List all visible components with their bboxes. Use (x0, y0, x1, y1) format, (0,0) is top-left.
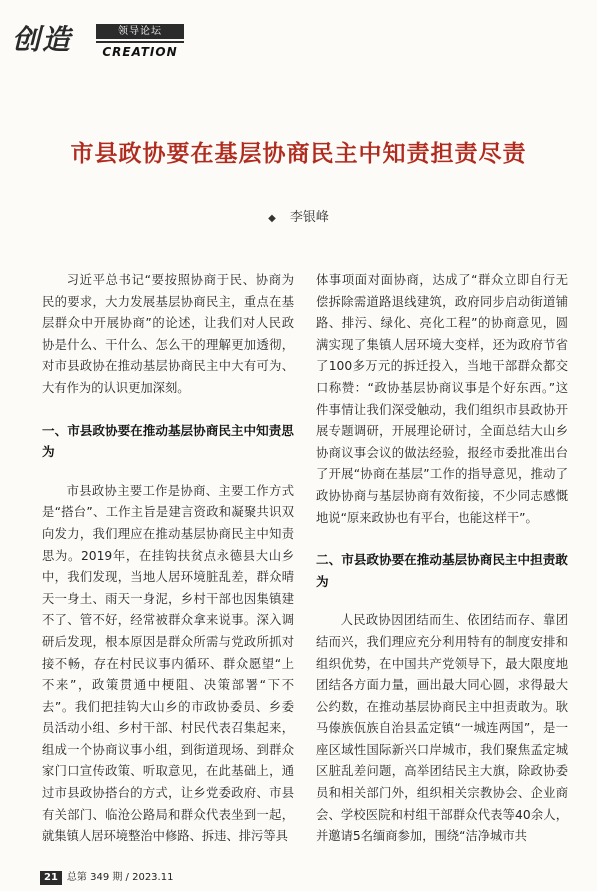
magazine-header (12, 18, 212, 64)
column-english-name: CREATION (96, 41, 184, 61)
paragraph: 习近平总书记“要按照协商于民、协商为民的要求，大力发展基层协商民主，重点在基层群众中开展协商”的论述，让我们对人民政协是什么、干什么、怎么干的理解更加透彻，对市县政协在推动基层协商民主中大有可为、大有作为的认识更加深刻。 (42, 273, 294, 395)
author-line (0, 206, 597, 225)
left-column (42, 270, 294, 868)
page-number: 21 (40, 871, 62, 885)
author-name: 李银峰 (289, 210, 329, 225)
article-title: 市县政协要在基层协商民主中知责担责尽责 (70, 140, 527, 167)
column-label (96, 24, 184, 62)
brand-logo: 创造 (12, 23, 73, 56)
right-column (316, 270, 568, 868)
issue-info: 总第 349 期 / 2023.11 (66, 872, 174, 883)
paragraph: 人民政协因团结而生、依团结而存、靠团结而兴，我们理应充分利用特有的制度安排和组织优势，在中国共产党领导下，最大限度地团结各方面力量，画出最大同心圆，求得最大公约数，在推动基层协商民主中担责敢为。耿马傣族佤族自治县孟定镇“一城连两国”，是一座区域性国际新兴口岸城市，我们聚焦孟定城区脏乱差问题，高举团结民主大旗，除政协委员和相关部门外，组织相关宗教协会、企业商会、学校医院和村组干部群众代表等40余人，并邀请5名缅商参加，围绕“洁净城市共 (316, 613, 568, 844)
section-heading: 一、市县政协要在推动基层协商民主中知责思为 (42, 422, 294, 460)
paragraph: 市县政协主要工作是协商、主要工作方式是“搭台”、工作主旨是建言资政和凝聚共识双向发力，我们理应在推动基层协商民主中知责思为。2019年，在挂钩扶贫点永德县大山乡中，我们发现，当地人居环境脏乱差，群众晴天一身土、雨天一身泥，乡村干部也因集镇建不了、管不好，经常被群众拿来说事。深入调研后发现，根本原因是群众所需与党政所抓对接不畅，存在村民议事内循环、群众愿望“上不来”，政策贯通中梗阻、决策部署“下不去”。我们把挂钩大山乡的市政协委员、乡委员活动小组、乡村干部、村民代表召集起来，组成一个协商议事小组，到街道现场、到群众家门口宣传政策、听取意见，在此基础上，通过市县政协搭台的方式，让乡党委政府、市县有关部门、临沧公路局和群众代表坐到一起，就集镇人居环境整治中修路、拆违、排污等具 (42, 483, 294, 844)
diamond-icon: ◆ (268, 213, 276, 224)
paragraph: 体事项面对面协商，达成了“群众立即自行无偿拆除需道路退线建筑，政府同步启动街道铺路、排污、绿化、亮化工程”的协商意见，圆满实现了集镇人居环境大变样，还为政府节省了100多万元的拆迁投入，当地干部群众都交口称赞：“政协基层协商议事是个好东西。”这件事情让我们深受触动，我们组织市县政协开展专题调研，开展理论研讨，全面总结大山乡协商议事会议的做法经验，报经市委批准出台了开展“协商在基层”工作的指导意见，推动了政协协商与基层协商有效衔接，不少同志感慨地说“原来政协也有平台，也能这样干”。 (316, 273, 568, 525)
page-footer (40, 871, 173, 885)
section-heading: 二、市县政协要在推动基层协商民主中担责敢为 (316, 552, 568, 589)
column-name: 领导论坛 (96, 24, 184, 39)
